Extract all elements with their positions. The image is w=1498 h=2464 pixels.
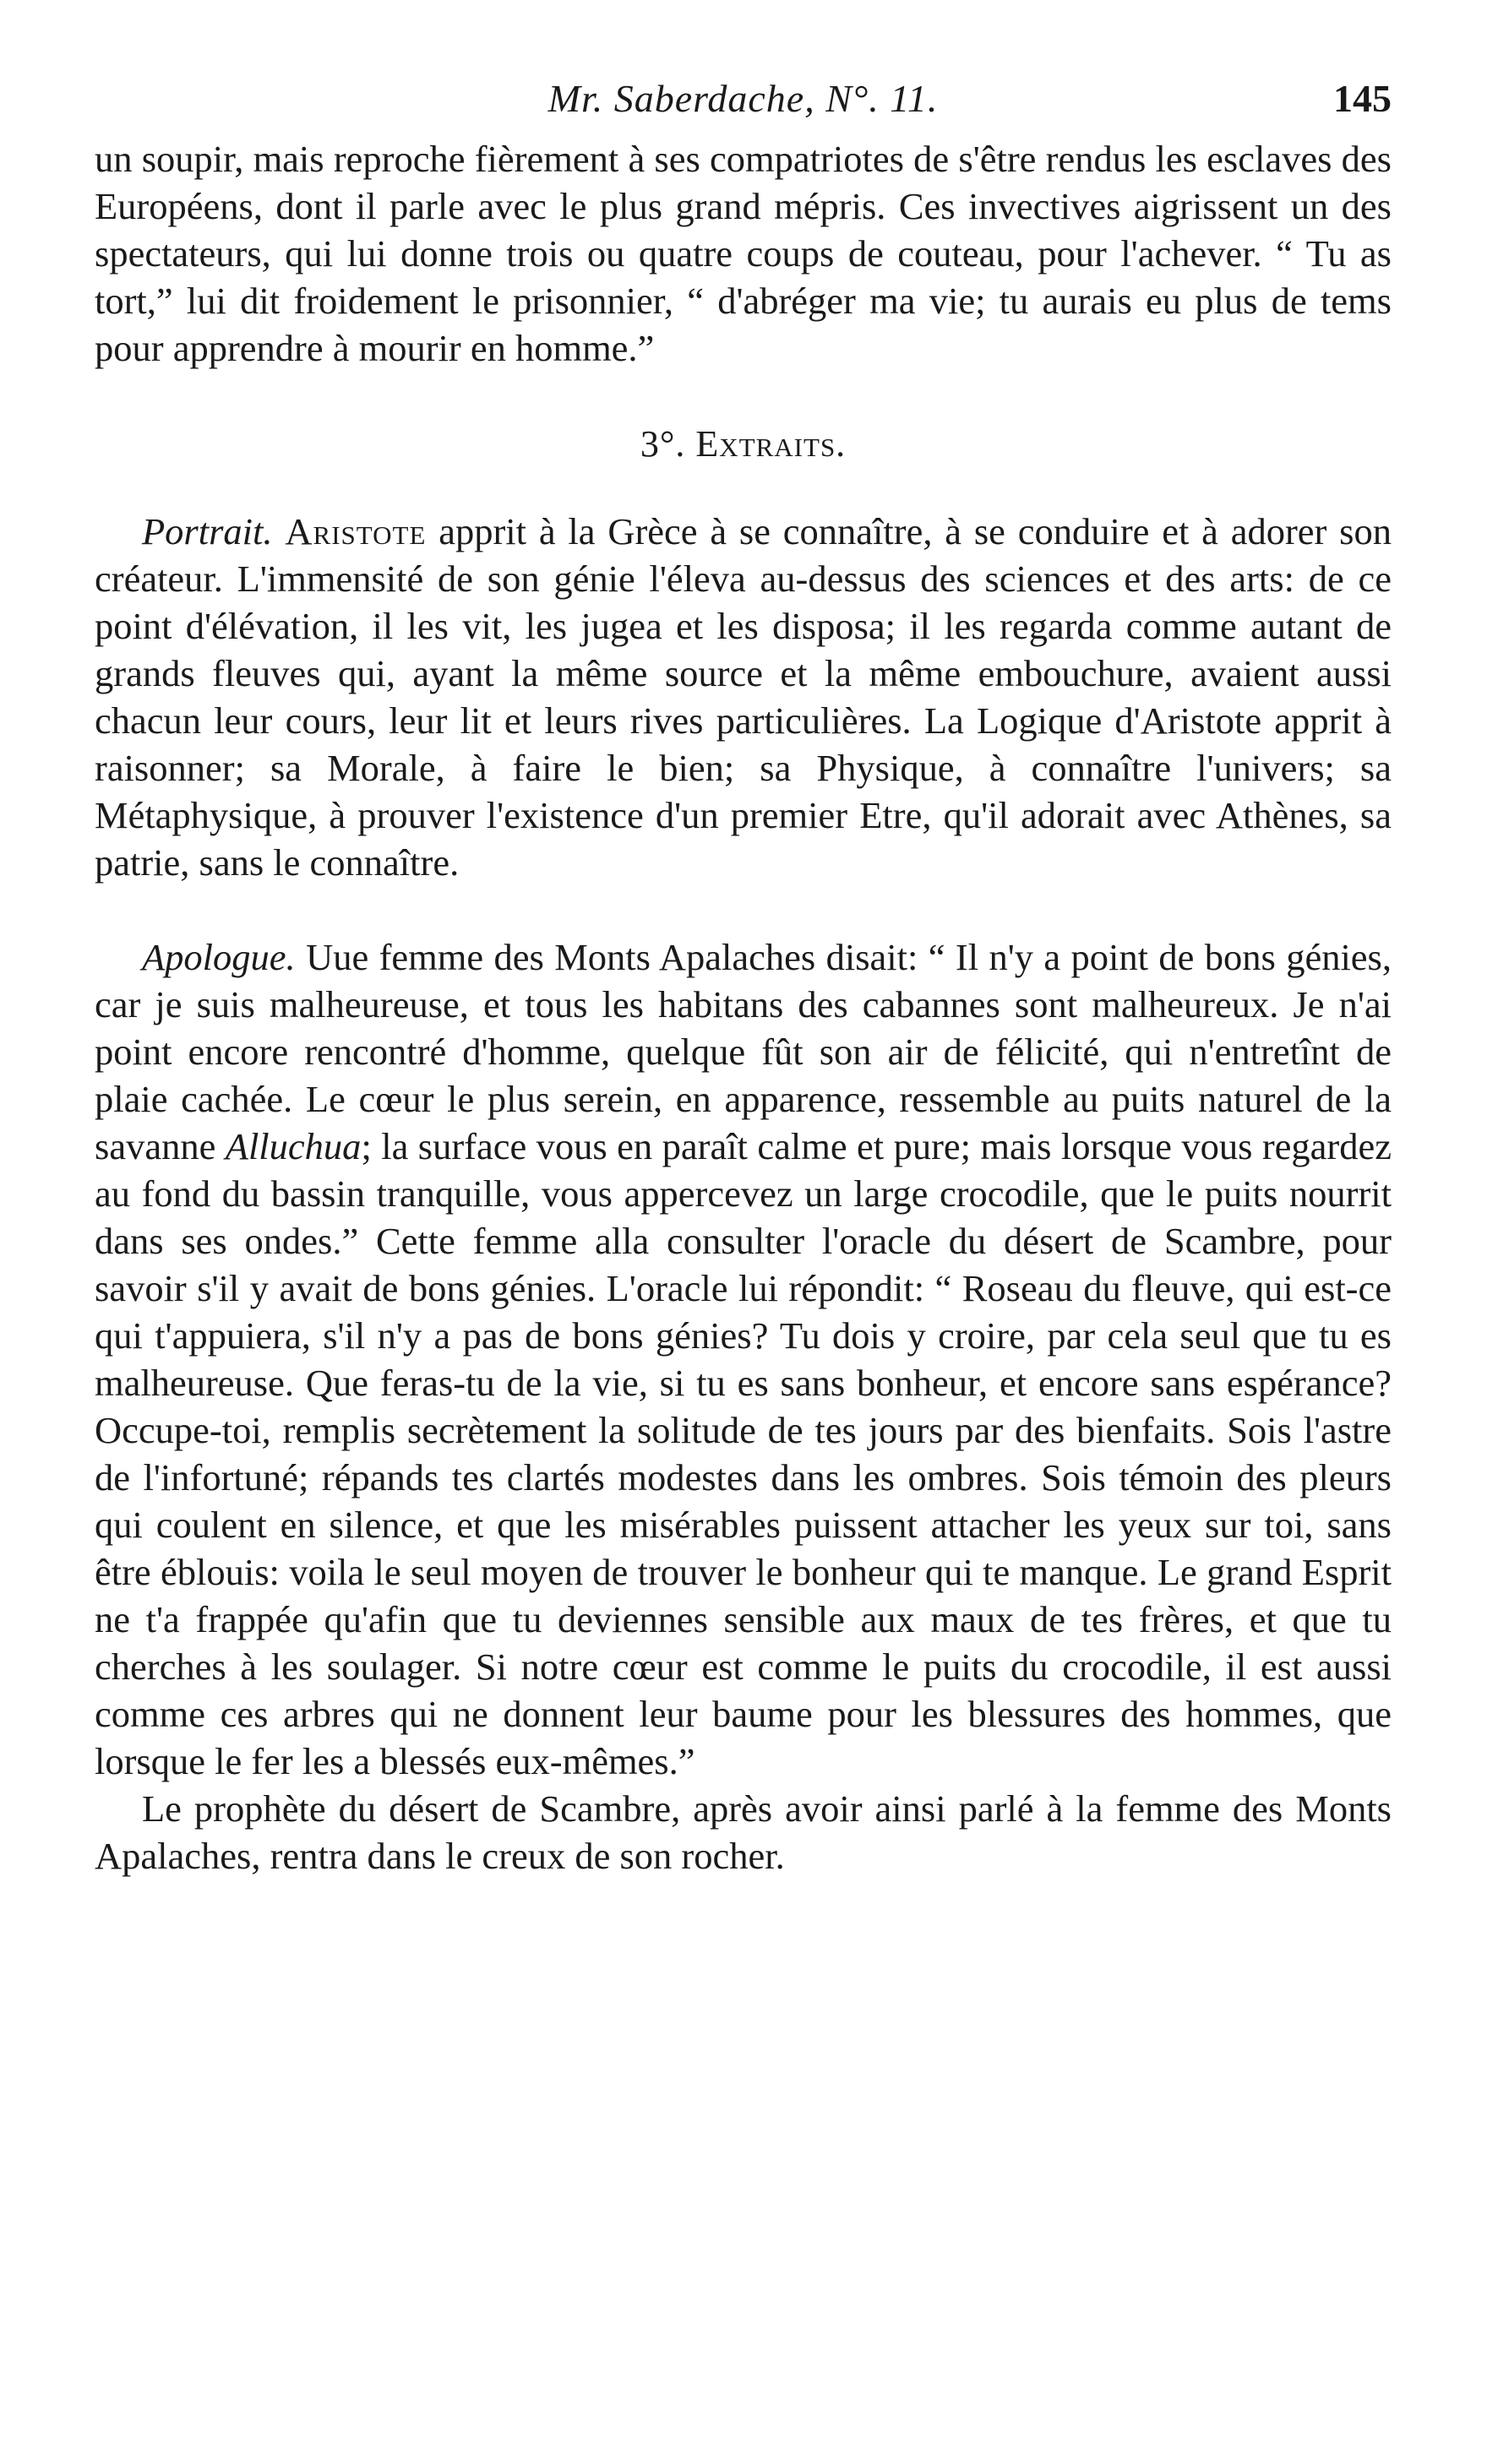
apologue-text-before: Uue femme des Monts Apalaches disait: “ Il n'y a point de bons génies, car je suis malheureuse, et tous les habitans des cabannes sont malheureux. Je n'ai point encore rencontré d'homme, quelque fût son air de félicité, qui n'entretînt de plaie cachée. Le cœur le plus serein, en apparence, ressemble au puits naturel de la savanne <box>95 936 1392 1167</box>
apologue-paragraph <box>95 933 1392 1785</box>
section-heading <box>95 422 1392 465</box>
apologue-text-after: ; la surface vous en paraît calme et pure; mais lorsque vous regardez au fond du bassin tranquille, vous appercevez un large crocodile, que le puits nourrit dans ses ondes.” Cette femme alla consulter l'oracle du désert de Scambre, pour savoir s'il y avait de bons génies. L'oracle lui répondit: “ Roseau du fleuve, qui est-ce qui t'appuiera, s'il n'y a pas de bons génies? Tu dois y croire, par cela seul que tu es malheureuse. Que feras-tu de la vie, si tu es sans bonheur, et encore sans espérance? Occupe-toi, remplis secrètement la solitude de tes jours par des bienfaits. Sois l'astre de l'infortuné; répands tes clartés modestes dans les ombres. Sois témoin des pleurs qui coulent en silence, et que les misérables puissent attacher les yeux sur toi, sans être éblouis: voila le seul moyen de trouver le bonheur qui te manque. Le grand Esprit ne t'a frappée qu'afin que tu deviennes sensible aux maux de tes frères, et que tu cherches à les soulager. Si notre cœur est comme le puits du crocodile, il est aussi comme ces arbres qui ne donnent leur baume pour les blessures des hommes, que lorsque le fer les a blessés eux-mêmes.” <box>95 1125 1392 1782</box>
apologue-place: Alluchua <box>225 1125 362 1167</box>
section-title: Extraits. <box>695 423 847 465</box>
section-number: 3°. <box>640 423 686 465</box>
running-head <box>95 76 1392 135</box>
portrait-label: Portrait. <box>142 510 273 552</box>
page-number: 145 <box>1333 77 1392 120</box>
book-page <box>95 76 1392 1879</box>
continued-paragraph: un soupir, mais reproche fièrement à ses compatriotes de s'être rendus les esclaves des Européens, dont il parle avec le plus grand mépris. Ces invectives aigrissent un des spectateurs, qui lui donne trois ou quatre coups de couteau, pour l'achever. “ Tu as tort,” lui dit froidement le prisonnier, “ d'abréger ma vie; tu aurais eu plus de tems pour apprendre à mourir en homme.” <box>95 138 1392 369</box>
closing-paragraph: Le prophète du désert de Scambre, après avoir ainsi parlé à la femme des Monts Apalaches, rentra dans le creux de son rocher. <box>95 1787 1392 1877</box>
running-title: Mr. Saberdache, N°. 11. <box>547 77 939 120</box>
portrait-paragraph <box>95 508 1392 886</box>
portrait-text: apprit à la Grèce à se connaître, à se conduire et à adorer son créateur. L'immensité de son génie l'éleva au-dessus des sciences et des arts: de ce point d'élévation, il les vit, les jugea et les disposa; il les regarda comme autant de grands fleuves qui, ayant la même source et la même embouchure, avaient aussi chacun leur cours, leur lit et leurs rives particulières. La Logique d'Aristote apprit à raisonner; sa Morale, à faire le bien; sa Physique, à connaître l'univers; sa Métaphysique, à prouver l'existence d'un premier Etre, qu'il adorait avec Athènes, sa patrie, sans le connaître. <box>95 510 1392 884</box>
apologue-label: Apologue. <box>142 936 296 978</box>
portrait-name: Aristote <box>285 510 427 552</box>
